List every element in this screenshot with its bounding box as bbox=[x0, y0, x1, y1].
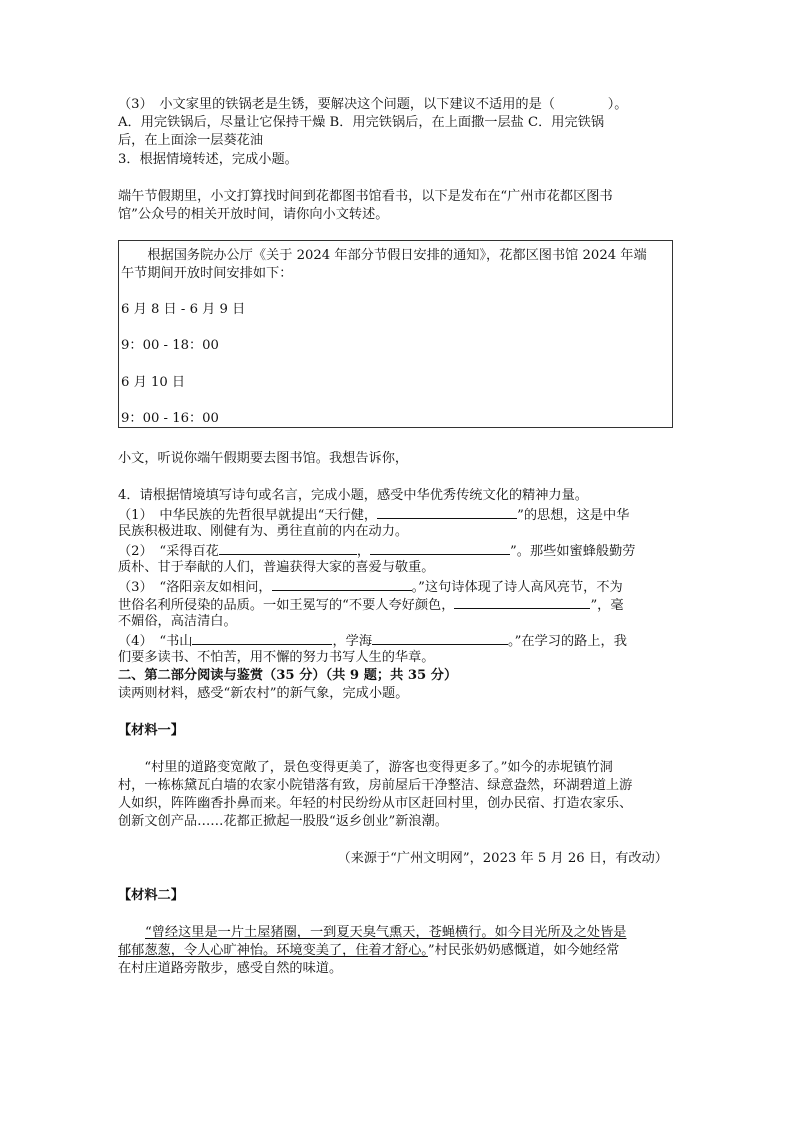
q4-s2-blank2[interactable] bbox=[370, 541, 510, 555]
q4-s2-line2: 质朴、甘于奉献的人们，普遍获得大家的喜爱与敬重。 bbox=[118, 560, 435, 575]
material1-line4: 创新文创产品……花都正掀起一股股“返乡创业”新浪潮。 bbox=[118, 814, 448, 829]
part2-heading: 二、第二部分阅读与鉴赏（35 分）（共 9 题；共 35 分） bbox=[118, 668, 458, 683]
q4-s3-text-b: 。”这句诗体现了诗人高风亮节，不为 bbox=[411, 580, 623, 595]
q4-s4-blank2[interactable] bbox=[372, 631, 508, 645]
notice-date1: 6 月 8 日 - 6 月 9 日 bbox=[121, 302, 246, 317]
q4-s3-blank1[interactable] bbox=[272, 577, 412, 591]
q3-answer-start: 小文，听说你端午假期要去图书馆。我想告诉你， bbox=[118, 451, 409, 466]
material1-heading: 【材料一】 bbox=[118, 723, 184, 738]
material2-underlined-1: “曾经这里是一片土屋猪圈，一到夏天臭气熏天，苍蝇横行。如今目光所及之处皆是 bbox=[145, 925, 627, 940]
q4-s1-line1 bbox=[118, 505, 629, 525]
q4-s1-line2: 民族积极进取、刚健有为、勇往直前的内在动力。 bbox=[118, 524, 409, 539]
q4-s3-blank2[interactable] bbox=[454, 595, 590, 609]
material1-source: （来源于“广州文明网”，2023 年 5 月 26 日，有改动） bbox=[337, 851, 668, 866]
q4-s2-text-a: （2） “采得百花 bbox=[118, 544, 219, 559]
q4-s1-text-b: ”的思想，这是中华 bbox=[517, 508, 630, 523]
q4-s2-blank1[interactable] bbox=[219, 541, 357, 555]
q3-intro-line2: 馆”公众号的相关开放时间，请你向小文转述。 bbox=[118, 207, 389, 222]
q3-intro-line1: 端午节假期里，小文打算找时间到花都图书馆看书，以下是发布在“广州市花都区图书 bbox=[118, 189, 613, 204]
library-notice-box bbox=[118, 240, 673, 428]
q4-s4-text-b: ，学海 bbox=[332, 634, 373, 649]
notice-line2: 午节期间开放时间安排如下： bbox=[121, 266, 293, 281]
q4-s2-text-b: ， bbox=[356, 544, 371, 559]
q4-s1-blank[interactable] bbox=[377, 505, 517, 519]
q4-s4-blank1[interactable] bbox=[192, 631, 332, 645]
material2-heading: 【材料二】 bbox=[118, 888, 184, 903]
q3-title: 3．根据情境转述，完成小题。 bbox=[118, 152, 298, 167]
material1-line1: “村里的道路变宽敞了，景色变得更美了，游客也变得更多了。”如今的赤坭镇竹洞 bbox=[118, 760, 613, 775]
material2-line3: 在村庄道路旁散步，感受自然的味道。 bbox=[118, 961, 343, 976]
notice-time2: 9：00 - 16：00 bbox=[121, 411, 219, 426]
notice-line1: 根据国务院办公厅《关于 2024 年部分节假日安排的通知》，花都区图书馆 2024 年端 bbox=[121, 248, 647, 263]
q4-s2-line1 bbox=[118, 541, 635, 561]
notice-time1: 9：00 - 18：00 bbox=[121, 338, 219, 353]
q3-3-options-line1: A．用完铁锅后，尽量让它保持干燥 B．用完铁锅后，在上面撒一层盐 C．用完铁锅 bbox=[118, 115, 605, 130]
q4-s3-text-d: ”，毫 bbox=[590, 598, 624, 613]
material2-line2-rest: ”村民张奶奶感慨道，如今她经常 bbox=[427, 943, 620, 958]
q4-s3-line1 bbox=[118, 577, 623, 597]
q4-s3-line2 bbox=[118, 595, 624, 615]
q4-s1-text-a: （1） 中华民族的先哲很早就提出“天行健， bbox=[118, 508, 378, 523]
q4-s4-text-a: （4） “书山 bbox=[118, 634, 193, 649]
q4-s3-line3: 不媚俗，高洁清白。 bbox=[118, 614, 237, 629]
q4-title: 4．请根据情境填写诗句或名言，完成小题，感受中华优秀传统文化的精神力量。 bbox=[118, 488, 588, 503]
q4-s2-text-c: ”。那些如蜜蜂般勤劳 bbox=[510, 544, 636, 559]
q3-3-options-line2: 后，在上面涂一层葵花油 bbox=[118, 133, 264, 148]
material1-line3: 人如织，阵阵幽香扑鼻而来。年轻的村民纷纷从市区赶回村里，创办民宿、打造农家乐、 bbox=[118, 796, 633, 811]
material1-line2: 村，一栋栋黛瓦白墙的农家小院错落有致，房前屋后干净整洁、绿意盎然，环湖碧道上游 bbox=[118, 778, 633, 793]
q4-s4-text-c: 。”在学习的路上，我 bbox=[508, 634, 627, 649]
material2-underlined-2: 郁郁葱葱，令人心旷神怡。环境变美了，住着才舒心。 bbox=[118, 943, 428, 958]
q4-s3-text-c: 世俗名利所侵染的品质。一如王冕写的“不要人夸好颜色， bbox=[118, 598, 455, 613]
q4-s3-text-a: （3） “洛阳亲友如相问， bbox=[118, 580, 272, 595]
notice-date2: 6 月 10 日 bbox=[121, 375, 186, 390]
q4-s4-line2: 们要多读书、不怕苦，用不懈的努力书写人生的华章。 bbox=[118, 650, 435, 665]
part2-instruction: 读两则材料，感受“新农村”的新气象，完成小题。 bbox=[118, 686, 409, 701]
q4-s4-line1 bbox=[118, 631, 627, 651]
q3-3-stem: （3） 小文家里的铁锅老是生锈，要解决这个问题，以下建议不适用的是（ ）。 bbox=[118, 97, 628, 112]
material2-line1 bbox=[145, 924, 627, 942]
material2-line2 bbox=[118, 942, 619, 960]
